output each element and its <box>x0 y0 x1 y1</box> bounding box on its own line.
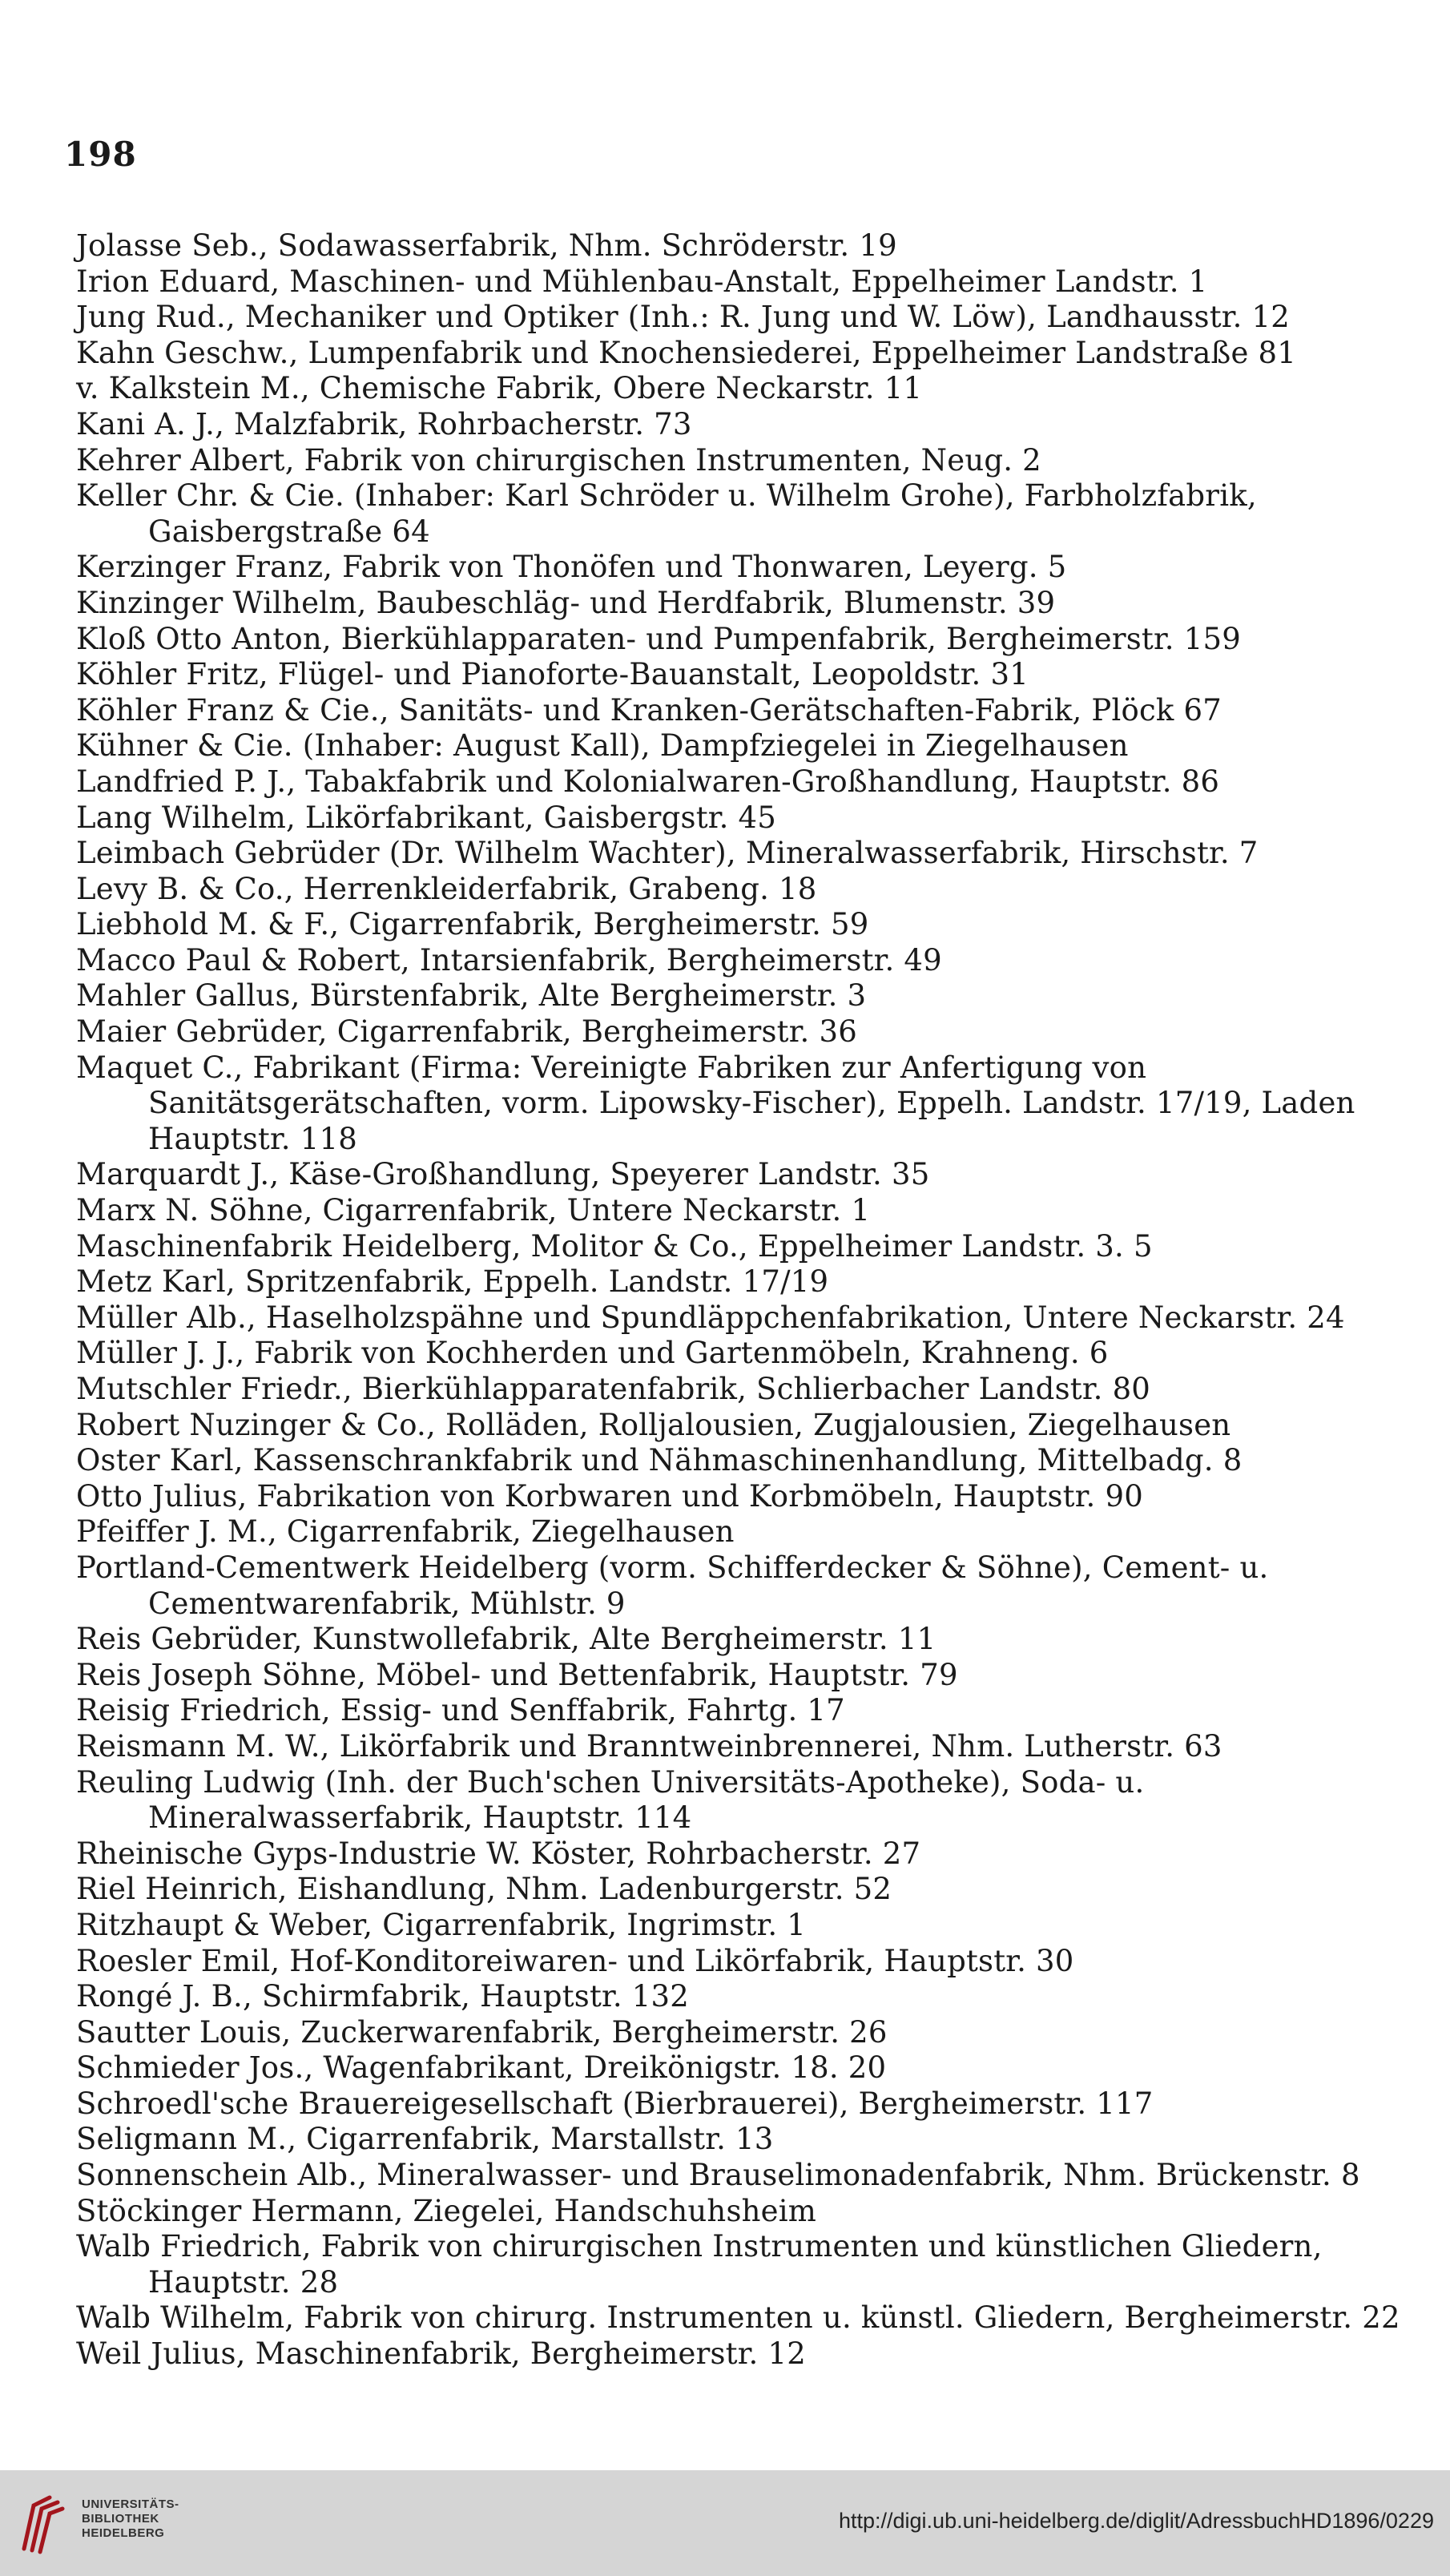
list-item: Kani A. J., Malzfabrik, Rohrbacherstr. 73 <box>76 406 692 441</box>
list-item: Levy B. & Co., Herrenkleiderfabrik, Grabeng. 18 <box>76 871 817 906</box>
page-number: 198 <box>64 135 137 174</box>
list-item: Reismann M. W., Likörfabrik und Branntweinbrennerei, Nhm. Lutherstr. 63 <box>76 1728 1222 1764</box>
logo-line: HEIDELBERG <box>82 2526 165 2540</box>
list-item: v. Kalkstein M., Chemische Fabrik, Obere Neckarstr. 11 <box>76 371 923 406</box>
list-item: Landfried P. J., Tabakfabrik und Kolonialwaren-Großhandlung, Hauptstr. 86 <box>76 764 1220 799</box>
logo-line: UNIVERSITÄTS- <box>82 2497 179 2511</box>
list-item: Kahn Geschw., Lumpenfabrik und Knochensiederei, Eppelheimer Landstraße 81 <box>76 335 1296 370</box>
logo-line: BIBLIOTHEK <box>82 2512 159 2526</box>
list-item: Ritzhaupt & Weber, Cigarrenfabrik, Ingrimstr. 1 <box>76 1907 806 1942</box>
list-item: Roesler Emil, Hof-Konditoreiwaren- und Likörfabrik, Hauptstr. 30 <box>76 1943 1074 1978</box>
library-logo-text <box>82 2497 179 2541</box>
list-item: Otto Julius, Fabrikation von Korbwaren und Korbmöbeln, Hauptstr. 90 <box>76 1478 1143 1514</box>
list-item: Robert Nuzinger & Co., Rolläden, Rolljalousien, Zugjalousien, Ziegelhausen <box>76 1407 1231 1442</box>
list-item: Schmieder Jos., Wagenfabrikant, Dreikönigstr. 18. 20 <box>76 2050 887 2086</box>
list-item: Keller Chr. & Cie. (Inhaber: Karl Schröder u. Wilhelm Grohe), Farbholzfabrik, Gaisbergstraße 64 <box>76 478 1257 549</box>
source-url-link[interactable]: http://digi.ub.uni-heidelberg.de/diglit/AdressbuchHD1896/0229 <box>838 2509 1434 2533</box>
list-item: Macco Paul & Robert, Intarsienfabrik, Bergheimerstr. 49 <box>76 942 942 978</box>
list-item: Reis Joseph Söhne, Möbel- und Bettenfabrik, Hauptstr. 79 <box>76 1657 958 1692</box>
list-item: Köhler Fritz, Flügel- und Pianoforte-Bauanstalt, Leopoldstr. 31 <box>76 657 1029 692</box>
list-item: Müller J. J., Fabrik von Kochherden und Gartenmöbeln, Krahneng. 6 <box>76 1336 1109 1371</box>
list-item: Kerzinger Franz, Fabrik von Thonöfen und Thonwaren, Leyerg. 5 <box>76 550 1067 585</box>
list-item: Reisig Friedrich, Essig- und Senffabrik, Fahrtg. 17 <box>76 1693 845 1728</box>
list-item: Liebhold M. & F., Cigarrenfabrik, Bergheimerstr. 59 <box>76 907 869 942</box>
list-item: Weil Julius, Maschinenfabrik, Bergheimerstr. 12 <box>76 2336 806 2372</box>
list-item: Riel Heinrich, Eishandlung, Nhm. Ladenburgerstr. 52 <box>76 1872 892 1907</box>
list-item: Maier Gebrüder, Cigarrenfabrik, Bergheimerstr. 36 <box>76 1014 857 1050</box>
list-item: Walb Wilhelm, Fabrik von chirurg. Instrumenten u. künstl. Gliedern, Bergheimerstr. 22 <box>76 2300 1400 2336</box>
list-item: Lang Wilhelm, Likörfabrikant, Gaisbergstr. 45 <box>76 800 777 835</box>
list-item: Irion Eduard, Maschinen- und Mühlenbau-Anstalt, Eppelheimer Landstr. 1 <box>76 264 1208 299</box>
list-item: Maquet C., Fabrikant (Firma: Vereinigte Fabriken zur Anfertigung von Sanitätsgerätschaften, vorm. Lipowsky-Fischer), Eppelh. Landstr. 17/19, Laden Hauptstr. 118 <box>76 1050 1355 1156</box>
list-item: Kühner & Cie. (Inhaber: August Kall), Dampfziegelei in Ziegelhausen <box>76 728 1129 764</box>
footer-bar <box>0 2470 1450 2576</box>
list-item: Oster Karl, Kassenschrankfabrik und Nähmaschinenhandlung, Mittelbadg. 8 <box>76 1443 1243 1478</box>
list-item: Marquardt J., Käse-Großhandlung, Speyerer Landstr. 35 <box>76 1157 930 1192</box>
list-item: Pfeiffer J. M., Cigarrenfabrik, Ziegelhausen <box>76 1514 735 1550</box>
list-item: Seligmann M., Cigarrenfabrik, Marstallstr. 13 <box>76 2122 774 2157</box>
library-logo-icon <box>18 2491 66 2555</box>
list-item: Marx N. Söhne, Cigarrenfabrik, Untere Neckarstr. 1 <box>76 1193 871 1228</box>
list-item: Kinzinger Wilhelm, Baubeschläg- und Herdfabrik, Blumenstr. 39 <box>76 585 1056 620</box>
list-item: Rongé J. B., Schirmfabrik, Hauptstr. 132 <box>76 1979 690 2014</box>
list-item: Müller Alb., Haselholzspähne und Spundläppchenfabrikation, Untere Neckarstr. 24 <box>76 1300 1345 1335</box>
list-item: Metz Karl, Spritzenfabrik, Eppelh. Landstr. 17/19 <box>76 1264 829 1300</box>
entry-list <box>76 228 1422 2372</box>
list-item: Sonnenschein Alb., Mineralwasser- und Brauselimonadenfabrik, Nhm. Brückenstr. 8 <box>76 2158 1360 2193</box>
list-item: Maschinenfabrik Heidelberg, Molitor & Co., Eppelheimer Landstr. 3. 5 <box>76 1228 1153 1264</box>
list-item: Rheinische Gyps-Industrie W. Köster, Rohrbacherstr. 27 <box>76 1836 921 1871</box>
list-item: Portland-Cementwerk Heidelberg (vorm. Schifferdecker & Söhne), Cement- u. Cementwarenfabrik, Mühlstr. 9 <box>76 1550 1269 1621</box>
list-item: Walb Friedrich, Fabrik von chirurgischen Instrumenten und künstlichen Gliedern, Hauptstr. 28 <box>76 2229 1323 2300</box>
list-item: Kloß Otto Anton, Bierkühlapparaten- und Pumpenfabrik, Bergheimerstr. 159 <box>76 621 1241 656</box>
list-item: Reis Gebrüder, Kunstwollefabrik, Alte Bergheimerstr. 11 <box>76 1622 936 1657</box>
list-item: Mutschler Friedr., Bierkühlapparatenfabrik, Schlierbacher Landstr. 80 <box>76 1372 1151 1406</box>
list-item: Kehrer Albert, Fabrik von chirurgischen Instrumenten, Neug. 2 <box>76 442 1041 478</box>
list-item: Stöckinger Hermann, Ziegelei, Handschuhsheim <box>76 2193 817 2228</box>
list-item: Mahler Gallus, Bürstenfabrik, Alte Bergheimerstr. 3 <box>76 978 867 1014</box>
list-item: Sautter Louis, Zuckerwarenfabrik, Bergheimerstr. 26 <box>76 2014 888 2050</box>
list-item: Jolasse Seb., Sodawasserfabrik, Nhm. Schröderstr. 19 <box>76 228 897 263</box>
list-item: Köhler Franz & Cie., Sanitäts- und Kranken-Gerätschaften-Fabrik, Plöck 67 <box>76 692 1222 728</box>
list-item: Jung Rud., Mechaniker und Optiker (Inh.: R. Jung und W. Löw), Landhausstr. 12 <box>76 300 1291 335</box>
list-item: Schroedl'sche Brauereigesellschaft (Bierbrauerei), Bergheimerstr. 117 <box>76 2086 1154 2121</box>
list-item: Reuling Ludwig (Inh. der Buch'schen Universitäts-Apotheke), Soda- u. Mineralwasserfabrik, Hauptstr. 114 <box>76 1764 1145 1836</box>
list-item: Leimbach Gebrüder (Dr. Wilhelm Wachter), Mineralwasserfabrik, Hirschstr. 7 <box>76 836 1259 871</box>
